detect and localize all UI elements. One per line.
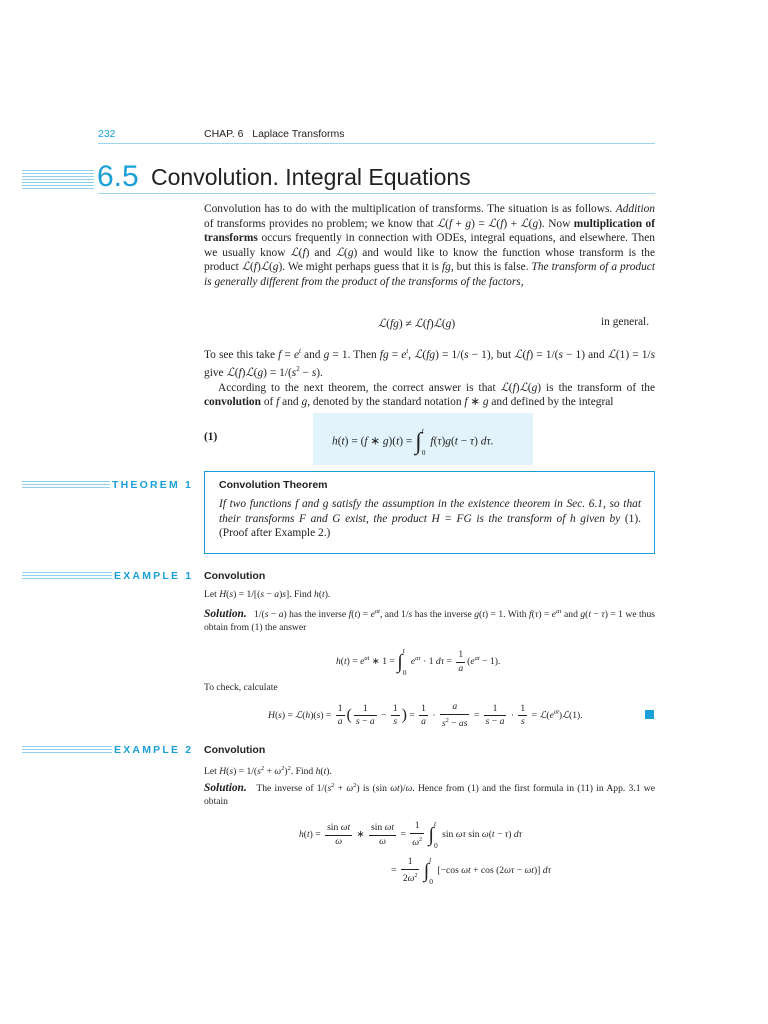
example1-problem: Let H(s) = 1/[(s − a)s]. Find h(t). [204, 589, 331, 600]
in-general-label: in general. [601, 316, 650, 328]
example-paragraph: To see this take $f = e^t$ and g = 1. Then fg = $e^t$, ℒ(fg) = 1/(s − 1), but ℒ(f) = 1/(s − 1) and ℒ(1) = 1/s give ℒ(f)ℒ(g) = $1/(s^2 - s)$. According to the next theorem, the correct answer is that ℒ(f)ℒ(g) is the transform of the convolution of f and g, denoted by the standard notation f ∗ g and defined by the integral [204, 347, 656, 409]
example1-title: Convolution [204, 570, 266, 582]
example2-title: Convolution [204, 744, 266, 756]
example1-solution: Solution. 1/(s − a) has the inverse $f(t) = e^{at}$, and 1/s has the inverse g(t) = 1. With $f(\tau) = e^{a\tau}$ and g(t − τ) = 1 we thus obtain from (1) the answer [204, 608, 656, 633]
example2-equation-line1: h(t) = $\frac{\text{sin ωt}}{\omega}$ ∗ $\frac{\text{sin ωt}}{\omega}$ = $\frac{1}{\omega^2}$ ∫ t 0 sin ωτ sin ω(t − τ) dτ [299, 819, 523, 850]
page-number: 232 [98, 128, 116, 140]
section-rule [98, 193, 655, 194]
section-stripes [22, 170, 94, 191]
intro-paragraph: Convolution has to do with the multiplication of transforms. The situation is as follows. Addition of transforms provides no problem; we know that ℒ(f + g) = ℒ(f) + ℒ(g). Now multiplication of transforms occurs frequently in connection with ODEs, integral equations, and elsewhere. Then we usually know ℒ(f) and ℒ(g) and would like to know the function whose transform is the product ℒ(f)ℒ(g). We might perhaps guess that it is fg, but this is false. The transform of a product is generally different from the product of the transforms of the factors, [204, 203, 656, 288]
example2-solution: Solution. The inverse of $1/(s^2 + \omega^2)$ is (sin ωt)/ω. Hence from (1) and the first formula in (11) in App. 3.1 we obtain [204, 782, 655, 807]
theorem-title: Convolution Theorem [219, 479, 328, 491]
theorem-tail: (1). (Proof after Example 2.) [219, 512, 641, 540]
end-of-example-square [645, 710, 654, 719]
example1-check-equation: H(s) = ℒ(h)(s) = $\frac{1}{a}$ ( $\frac{1}{s - a}$ − $\frac{1}{s}$ ) = $\frac{1}{a}$ · $\frac{a}{s^2 - as}$ = $\frac{1}{s - a}$ · $\frac{1}{s}$ = $ℒ(e^{at})ℒ(1)$. [268, 701, 583, 729]
example1-answer-equation: $h(t) = e^{at}$ ∗ 1 = ∫ t 0 $e^{a\tau} \cdot 1$ dτ = $\frac{1}{a}$ $(e^{at} - 1)$. [336, 646, 501, 677]
to-check-text: To check, calculate [204, 682, 278, 693]
inequality-display: ℒ(fg) ≠ ℒ(f)ℒ(g) [378, 318, 456, 330]
example2-problem: Let $H(s) = 1/(s^2 + \omega^2)^2$. Find h(t). [204, 765, 332, 778]
equation-1: h(t) = (f ∗ g)(t) = ∫ t 0 f(τ)g(t − τ) dτ. [332, 426, 494, 457]
running-head: CHAP. 6 Laplace Transforms [204, 128, 345, 140]
section-title: Convolution. Integral Equations [151, 164, 471, 190]
header-rule [98, 143, 655, 144]
equation-1-number: (1) [204, 431, 218, 443]
example1-label: EXAMPLE 1 [114, 570, 194, 582]
example2-equation-line2: = $\frac{1}{2\omega^2}$ ∫ t 0 [−cos ωt + cos (2ωτ − ωt)] dτ [391, 855, 551, 886]
theorem-body [219, 497, 641, 541]
theorem-statement: If two functions f and g satisfy the assumption in the existence theorem in Sec. 6.1, so that their transforms F and G exist, the product H = FG is the transform of h given by [219, 498, 641, 525]
section-number: 6.5 [97, 160, 139, 193]
theorem-label: THEOREM 1 [112, 479, 194, 491]
example2-label: EXAMPLE 2 [114, 744, 194, 756]
